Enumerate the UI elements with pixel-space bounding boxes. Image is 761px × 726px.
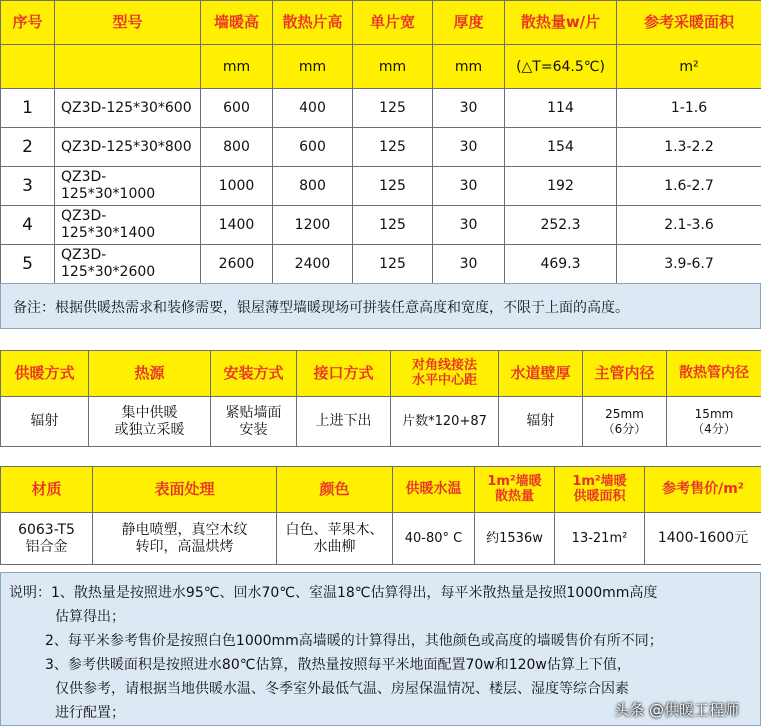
value-cell: 40-80° C: [393, 513, 475, 565]
remark-note: 备注：根据供暖热需求和装修需要，银屋薄型墙暖现场可拼装任意高度和宽度，不限于上面的高度。: [0, 283, 761, 329]
header-cell: 单片宽: [353, 1, 433, 45]
value-cell: 125: [353, 89, 433, 128]
unit-cell: mm: [201, 45, 273, 89]
note-line: 说明：1、散热量是按照进水95℃、回水70℃、室温18℃估算得出，每平米散热量是按照1000mm高度: [9, 585, 658, 601]
value-cell: 2.1-3.6: [617, 206, 761, 245]
header-cell: 参考采暖面积: [617, 1, 761, 45]
header-cell: 散热量w/片: [505, 1, 617, 45]
value-cell: 125: [353, 245, 433, 284]
table-row: [1, 128, 761, 167]
value-cell: 600: [273, 128, 353, 167]
value-cell: 静电喷塑，真空木纹 转印，高温烘烤: [93, 513, 277, 565]
row-index: 2: [1, 128, 55, 167]
value-cell: 30: [433, 128, 505, 167]
table1-unit-row: [1, 45, 761, 89]
header-cell: 接口方式: [297, 351, 391, 397]
value-cell: 600: [201, 89, 273, 128]
value-cell: 白色、苹果木、 水曲柳: [277, 513, 393, 565]
note-line: 仅供参考，请根据当地供暖水温、冬季室外最低气温、房屋保温情况、楼层、湿度等综合因素: [55, 681, 629, 697]
header-cell: 颜色: [277, 467, 393, 513]
header-cell: 表面处理: [93, 467, 277, 513]
value-cell: 紧贴墙面 安装: [211, 397, 297, 447]
value-cell: 125: [353, 167, 433, 206]
spec-table-models: [0, 0, 761, 284]
value-cell: 25mm （6分）: [583, 397, 667, 447]
header-cell: 材质: [1, 467, 93, 513]
value-cell: 1.3-2.2: [617, 128, 761, 167]
table-row: [1, 513, 761, 565]
header-cell: 水道壁厚: [499, 351, 583, 397]
header-cell: 1m²墙暖 散热量: [475, 467, 555, 513]
value-cell: 辐射: [1, 397, 89, 447]
value-cell: 1400: [201, 206, 273, 245]
value-cell: 30: [433, 206, 505, 245]
value-cell: 15mm （4分）: [667, 397, 761, 447]
watermark: 头条 @供暖工程师: [614, 701, 739, 719]
table2-header-row: [1, 351, 761, 397]
model-cell: QZ3D-125*30*1000: [55, 167, 201, 206]
value-cell: 400: [273, 89, 353, 128]
header-cell: 墙暖高: [201, 1, 273, 45]
unit-cell: mm: [433, 45, 505, 89]
value-cell: 125: [353, 206, 433, 245]
value-cell: 6063-T5 铝合金: [1, 513, 93, 565]
spec-table-material: [0, 466, 761, 565]
value-cell: 114: [505, 89, 617, 128]
note-line: 2、每平米参考售价是按照白色1000mm高墙暖的计算得出，其他颜色或高度的墙暖售价有所不同；: [45, 633, 663, 649]
table-row: [1, 89, 761, 128]
table-row: [1, 206, 761, 245]
header-cell: 散热片高: [273, 1, 353, 45]
note-line: 估算得出；: [55, 609, 125, 625]
value-cell: 2400: [273, 245, 353, 284]
header-cell: 安装方式: [211, 351, 297, 397]
header-cell: 厚度: [433, 1, 505, 45]
note-line: 进行配置；: [55, 705, 125, 721]
unit-cell: m²: [617, 45, 761, 89]
header-cell: 序号: [1, 1, 55, 45]
unit-cell: mm: [353, 45, 433, 89]
value-cell: 1200: [273, 206, 353, 245]
model-cell: QZ3D-125*30*2600: [55, 245, 201, 284]
value-cell: 13-21m²: [555, 513, 645, 565]
header-cell: 主管内径: [583, 351, 667, 397]
value-cell: 125: [353, 128, 433, 167]
header-cell: 型号: [55, 1, 201, 45]
header-cell: 对角线接法 水平中心距: [391, 351, 499, 397]
header-cell: 1m²墙暖 供暖面积: [555, 467, 645, 513]
value-cell: 约1536w: [475, 513, 555, 565]
value-cell: 1.6-2.7: [617, 167, 761, 206]
header-cell: 供暖水温: [393, 467, 475, 513]
note-line: 3、参考供暖面积是按照进水80℃估算，散热量按照每平米地面配置70w和120w估算上下值，: [45, 657, 631, 673]
header-cell: 供暖方式: [1, 351, 89, 397]
value-cell: 3.9-6.7: [617, 245, 761, 284]
table-row: [1, 397, 761, 447]
row-index: 4: [1, 206, 55, 245]
header-cell: 热源: [89, 351, 211, 397]
value-cell: 30: [433, 89, 505, 128]
row-index: 5: [1, 245, 55, 284]
value-cell: 154: [505, 128, 617, 167]
unit-cell: (△T=64.5℃): [505, 45, 617, 89]
value-cell: 辐射: [499, 397, 583, 447]
value-cell: 30: [433, 245, 505, 284]
model-cell: QZ3D-125*30*1400: [55, 206, 201, 245]
table-row: [1, 167, 761, 206]
header-cell: 散热管内径: [667, 351, 761, 397]
value-cell: 1400-1600元: [645, 513, 761, 565]
unit-cell: [1, 45, 55, 89]
header-cell: 参考售价/m²: [645, 467, 761, 513]
value-cell: 30: [433, 167, 505, 206]
value-cell: 2600: [201, 245, 273, 284]
value-cell: 252.3: [505, 206, 617, 245]
value-cell: 800: [273, 167, 353, 206]
table1-header-row: [1, 1, 761, 45]
unit-cell: [55, 45, 201, 89]
value-cell: 1-1.6: [617, 89, 761, 128]
spec-table-installation: [0, 350, 761, 447]
value-cell: 192: [505, 167, 617, 206]
value-cell: 800: [201, 128, 273, 167]
value-cell: 469.3: [505, 245, 617, 284]
value-cell: 上进下出: [297, 397, 391, 447]
value-cell: 集中供暖 或独立采暖: [89, 397, 211, 447]
model-cell: QZ3D-125*30*600: [55, 89, 201, 128]
value-cell: 片数*120+87: [391, 397, 499, 447]
table3-header-row: [1, 467, 761, 513]
row-index: 3: [1, 167, 55, 206]
unit-cell: mm: [273, 45, 353, 89]
value-cell: 1000: [201, 167, 273, 206]
model-cell: QZ3D-125*30*800: [55, 128, 201, 167]
table-row: [1, 245, 761, 284]
row-index: 1: [1, 89, 55, 128]
